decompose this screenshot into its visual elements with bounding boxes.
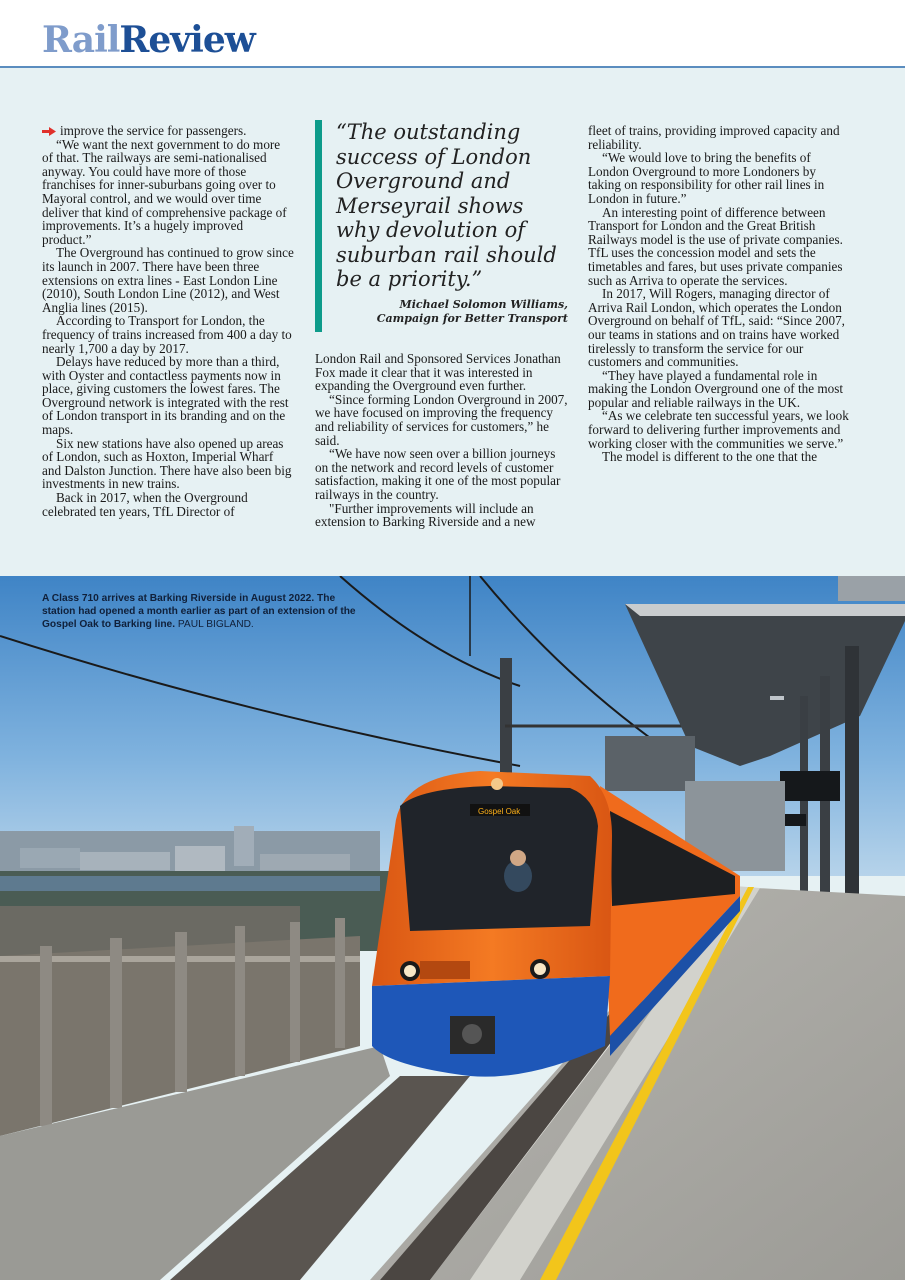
train-photo-illustration [0, 576, 905, 1280]
paragraph: Back in 2017, when the Overground celebrated ten years, TfL Director of [42, 490, 248, 519]
pull-quote-organisation: Campaign for Better Transport [376, 311, 568, 325]
paragraph: “Since forming London Overground in 2007, we have focused on improving the frequency and reliability of services for customers,” he said. [315, 391, 568, 448]
paragraph: The Overground has continued to grow since its launch in 2007. There have been three extensions on extra lines - East London Line (2010), South London Line (2012), and West Anglia lines (2015). [42, 245, 294, 315]
pull-quote-attribution [336, 298, 568, 326]
article-column-3 [588, 124, 850, 464]
paragraph: “As we celebrate ten successful years, we look forward to delivering further improvements and working closer with the communities we serve.” [588, 408, 849, 451]
paragraph: “They have played a fundamental role in making the London Overground one of the most popular and reliable railways in the UK. [588, 367, 844, 410]
article-column-1 [42, 124, 294, 518]
paragraph: An interesting point of difference between Transport for London and the Great British Railways model is the use of private companies. TfL uses the concession model and sets the timetables and fares, but uses private companies such as Arriva to operate the services. [588, 204, 843, 288]
paragraph [42, 124, 294, 138]
paragraph: fleet of trains, providing improved capacity and reliability. [588, 123, 840, 152]
paragraph: Six new stations have also opened up areas of London, such as Hoxton, Imperial Wharf and Dalston Junction. There have also been big investments in new trains. [42, 435, 292, 492]
overhead-mast [500, 658, 512, 788]
paragraph: “We want the next government to do more of that. The railways are semi-nationalised anyway. You could have more of those franchises for inner-suburbans going over to Mayoral control, and we would over time deliver that kind of comprehensive package of improvements. It’s a hugely improved product.” [42, 136, 287, 247]
caption-text: A Class 710 arrives at Barking Riverside in August 2022. The station had opened a month earlier as part of an extension of the Gospel Oak to Barking line. [42, 593, 356, 631]
paragraph: The model is different to the one that the [602, 449, 818, 465]
paragraph: "Further improvements will include an extension to Barking Riverside and a new [315, 500, 536, 530]
pull-quote-text: “The outstanding success of London Overground and Merseyrail shows why devolution of suburban rail should be a priority.” [336, 120, 557, 291]
paragraph: “We would love to bring the benefits of London Overground to more Londoners by taking on responsibility for other rail lines in London in future.” [588, 150, 825, 206]
paragraph-text: improve the service for passengers. [60, 123, 247, 138]
masthead [0, 0, 905, 68]
article-column-2 [315, 352, 568, 529]
pull-quote [315, 120, 568, 332]
logo-rail: Rail [42, 19, 120, 61]
paragraph: According to Transport for London, the frequency of trains increased from 400 a day to nearly 1,700 a day by 2017. [42, 313, 292, 356]
logo-review: Review [119, 19, 255, 61]
destination-display: Gospel Oak [478, 807, 521, 816]
water [0, 876, 380, 891]
pull-quote-author: Michael Solomon Williams, [399, 297, 568, 311]
photo-caption [42, 592, 362, 632]
paragraph: London Rail and Sponsored Services Jonathan Fox made it clear that it was interested in expanding the Overground even further. [315, 351, 561, 394]
paragraph: In 2017, Will Rogers, managing director of Arriva Rail London, which operates the London Overground on behalf of TfL, said: “Since 2007, our teams in stations and on trains have worked tirelessly to transform the service for our customers and communities. [588, 286, 845, 370]
paragraph: “We have now seen over a billion journeys on the network and record levels of customer satisfaction, making it one of the most popular railways in the country. [315, 446, 561, 502]
train-photo [0, 576, 905, 1280]
photo-credit: PAUL BIGLAND. [177, 619, 254, 631]
continuation-arrow-icon [42, 127, 56, 136]
rail-review-logo [42, 18, 255, 62]
paragraph: Delays have reduced by more than a third, with Oyster and contactless payments now in place, giving customers the lowest fares. The Overground network is integrated with the rest of London transport in its branding and on the maps. [42, 354, 289, 438]
distant-skyline [0, 826, 380, 876]
